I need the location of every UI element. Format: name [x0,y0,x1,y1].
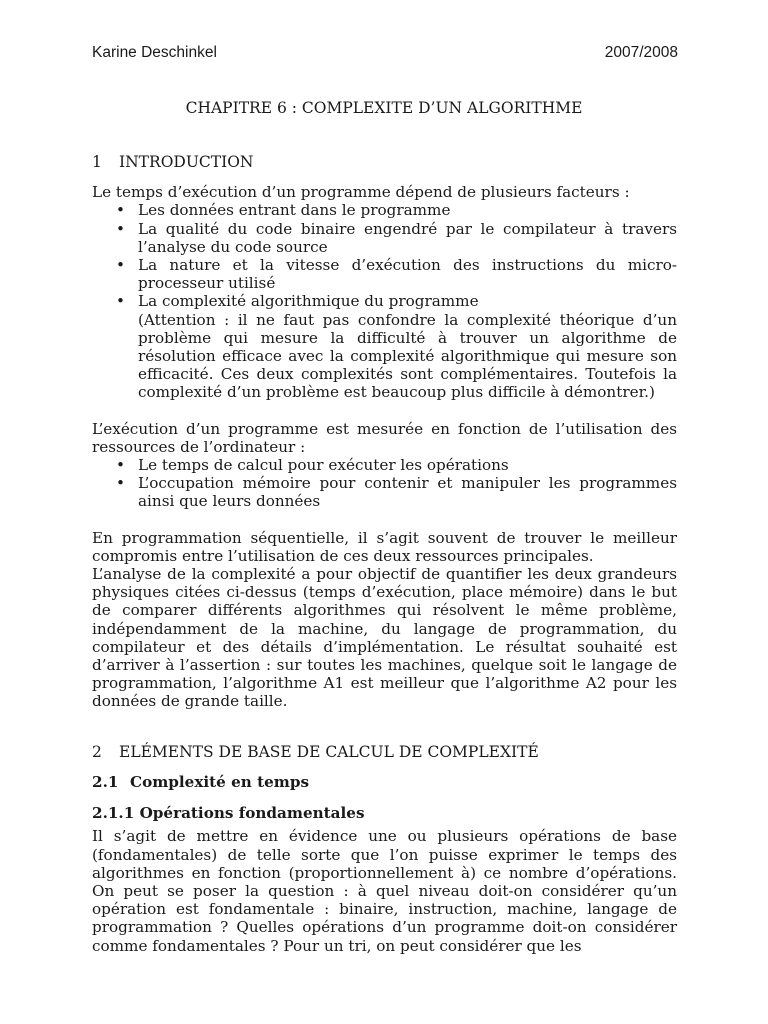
subsubsection-heading: 2.1.1 Opérations fondamentales [92,804,365,823]
resources-list [92,456,677,511]
section-number: 1 [92,153,102,171]
document-body [92,153,677,955]
paragraph-analysis: L’analyse de la complexité a pour objectif de quantifier les deux grandeurs physiques citées ci-dessus (temps d’exécution, place mémoire) dans le but de comparer différents algorithmes qui résolvent le même problème, indépendamment de la machine, du langage de programmation, du compilateur et des détails d’implémentation. Le résultat souhaité est d’arriver à l’assertion : sur toutes les machines, quelque soit le langage de programmation, l’algorithme A1 est meilleur que l’algorithme A2 pour les données de grande taille. [92,565,677,711]
subsection-heading [92,773,677,791]
list-item: • La nature et la vitesse d’exécution des instructions du micro-processeur utilisé [116,256,677,293]
academic-year: 2007/2008 [604,44,678,61]
list-item: • La qualité du code binaire engendré par le compilateur à travers l’analyse du code source [116,219,677,256]
list-item: • La complexité algorithmique du programme (Attention : il ne faut pas confondre la complexité théorique d’un problème qui mesure la difficulté à trouver un algorithme de résolution efficace avec la complexité algorithmique qui mesure son efficacité. Ces deux complexités sont complémentaires. Toutefois la complexité d’un problème est beaucoup plus difficile à démontrer.) [116,292,677,402]
execution-intro: L’exécution d’un programme est mesurée en fonction de l’utilisation des ressources de l’ordinateur : [92,419,677,456]
list-item: • Le temps de calcul pour exécuter les opérations [116,456,509,475]
paragraph-operations: Il s’agit de mettre en évidence une ou plusieurs opérations de base (fondamentales) de telle sorte que l’on puisse exprimer le temps des algorithmes en fonction (proportionnellement à) ce nombre d’opérations. On peut se poser la question : à quel niveau doit-on considérer qu’un opération est fondamentale : binaire, instruction, machine, langage de programmation ? Quelles opérations d’un programme doit-on considérer comme fondamentales ? Pour un tri, on peut considérer que les [92,827,677,955]
list-item: • Les données entrant dans le programme [116,201,451,220]
section-title: INTRODUCTION [119,153,254,171]
list-item: • L’occupation mémoire pour contenir et manipuler les programmes ainsi que leurs données [116,474,677,511]
section-heading-elements [92,743,677,761]
paragraph-sequential: En programmation séquentielle, il s’agit souvent de trouver le meilleur compromis entre l’utilisation de ces deux ressources principales. [92,528,677,565]
factors-list [92,201,677,401]
page-header [92,44,678,64]
author-name: Karine Deschinkel [92,44,217,61]
factors-intro: Le temps d’exécution d’un programme dépend de plusieurs facteurs : [92,183,630,202]
subsection-title: Complexité en temps [130,772,310,791]
subsection-number: 2.1 [92,772,119,791]
section-heading-introduction [92,153,677,171]
attention-note: (Attention : il ne faut pas confondre la complexité théorique d’un problème qui mesure la difficulté à trouver un algorithme de résolution efficace avec la complexité algorithmique qui mesure son efficacité. Ces deux complexités sont complémentaires. Toutefois la complexité d’un problème est beaucoup plus difficile à démontrer.) [138,310,677,402]
section-title: ELÉMENTS DE BASE DE CALCUL DE COMPLEXITÉ [119,742,539,761]
section-number: 2 [92,742,102,761]
chapter-title: CHAPITRE 6 : COMPLEXITE D’UN ALGORITHME [185,99,583,117]
